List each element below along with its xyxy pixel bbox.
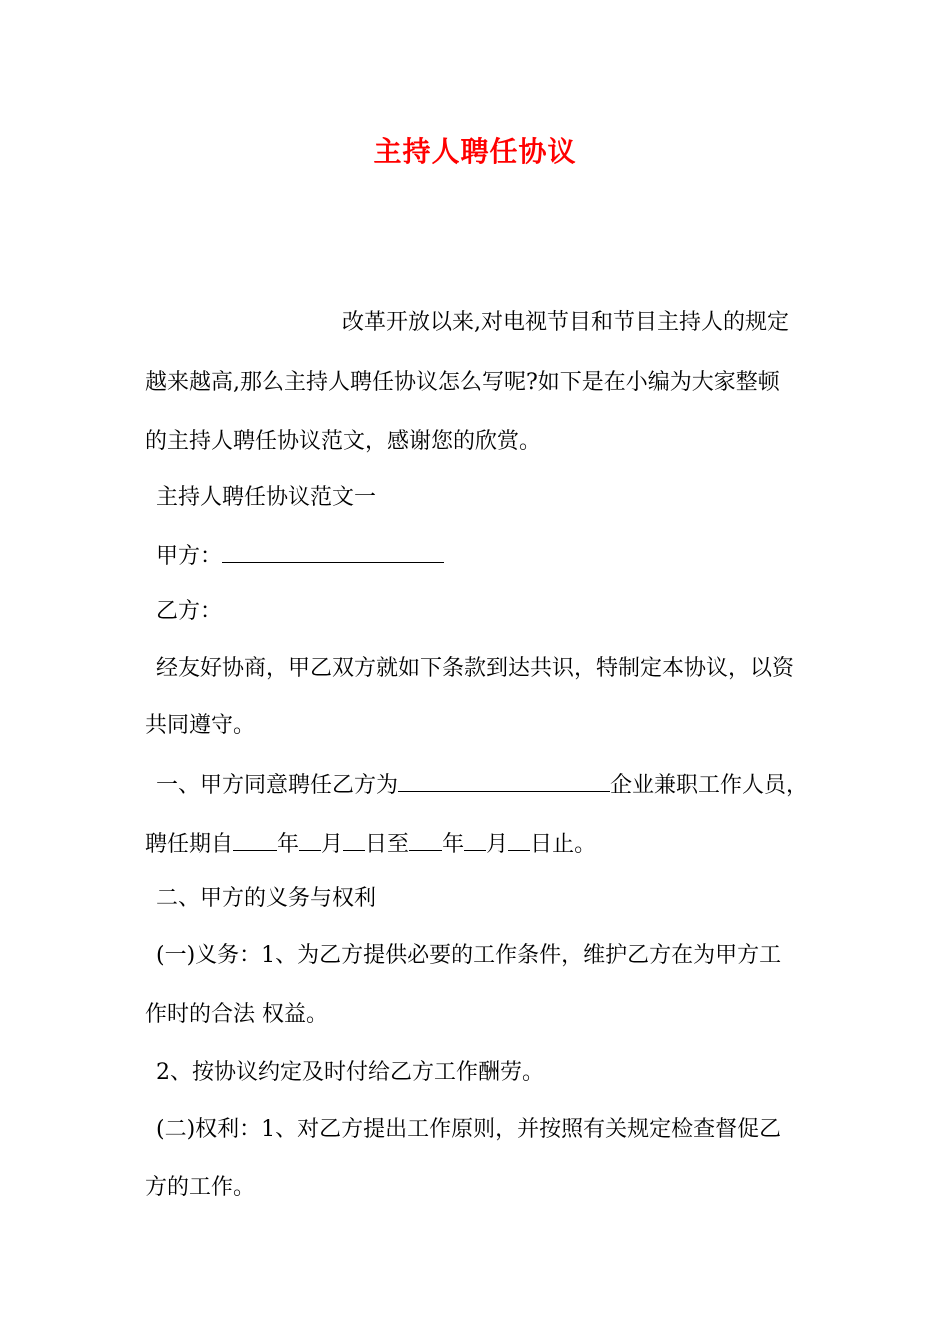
- year-label: 年: [277, 832, 300, 857]
- clause-1-prefix: 一、甲方同意聘任乙方为: [156, 773, 399, 798]
- clause-1-term-line: [145, 828, 596, 860]
- start-day-blank: [343, 828, 365, 851]
- day-end-label: 日止。: [530, 832, 597, 857]
- document-title: 主持人聘任协议: [373, 135, 577, 168]
- intro-line-1: 改革开放以来,对电视节目和节目主持人的规定: [342, 310, 789, 335]
- clause-1-suffix: 企业兼职工作人员，: [610, 773, 809, 798]
- start-year-blank: [233, 828, 277, 851]
- end-day-blank: [508, 828, 530, 851]
- position-blank: [398, 769, 610, 792]
- start-month-blank: [299, 828, 321, 851]
- party-b-label: 乙方：: [156, 599, 223, 624]
- duty-line-1: (一)义务：1、为乙方提供必要的工作条件，维护乙方在为甲方工: [156, 943, 782, 968]
- term-label: 聘任期自: [145, 832, 234, 857]
- duty-line-2: 作时的合法 权益。: [145, 1002, 328, 1027]
- end-year-blank: [409, 828, 442, 851]
- section-heading: 主持人聘任协议范文一: [156, 485, 377, 510]
- right-line-1: (二)权利：1、对乙方提出工作原则，并按照有关规定检查督促乙: [156, 1117, 782, 1142]
- preamble-line-2: 共同遵守。: [145, 713, 256, 738]
- year-label: 年: [442, 832, 465, 857]
- party-a-line: [156, 540, 444, 572]
- right-line-2: 方的工作。: [145, 1175, 256, 1200]
- intro-line-2: 越来越高,那么主持人聘任协议怎么写呢?如下是在小编为大家整顿: [145, 370, 780, 395]
- clause-2-heading: 二、甲方的义务与权利: [156, 886, 377, 911]
- day-to-label: 日至: [365, 832, 410, 857]
- duty-item-2: 2、按协议约定及时付给乙方工作酬劳。: [156, 1060, 544, 1085]
- end-month-blank: [464, 828, 486, 851]
- month-label: 月: [486, 832, 509, 857]
- month-label: 月: [321, 832, 344, 857]
- intro-line-3: 的主持人聘任协议范文，感谢您的欣赏。: [145, 429, 542, 454]
- clause-1-line-1: [156, 769, 808, 801]
- party-a-blank: [222, 540, 444, 563]
- party-a-label: 甲方：: [156, 544, 223, 569]
- preamble-line-1: 经友好协商，甲乙双方就如下条款到达共识，特制定本协议，以资: [156, 656, 795, 681]
